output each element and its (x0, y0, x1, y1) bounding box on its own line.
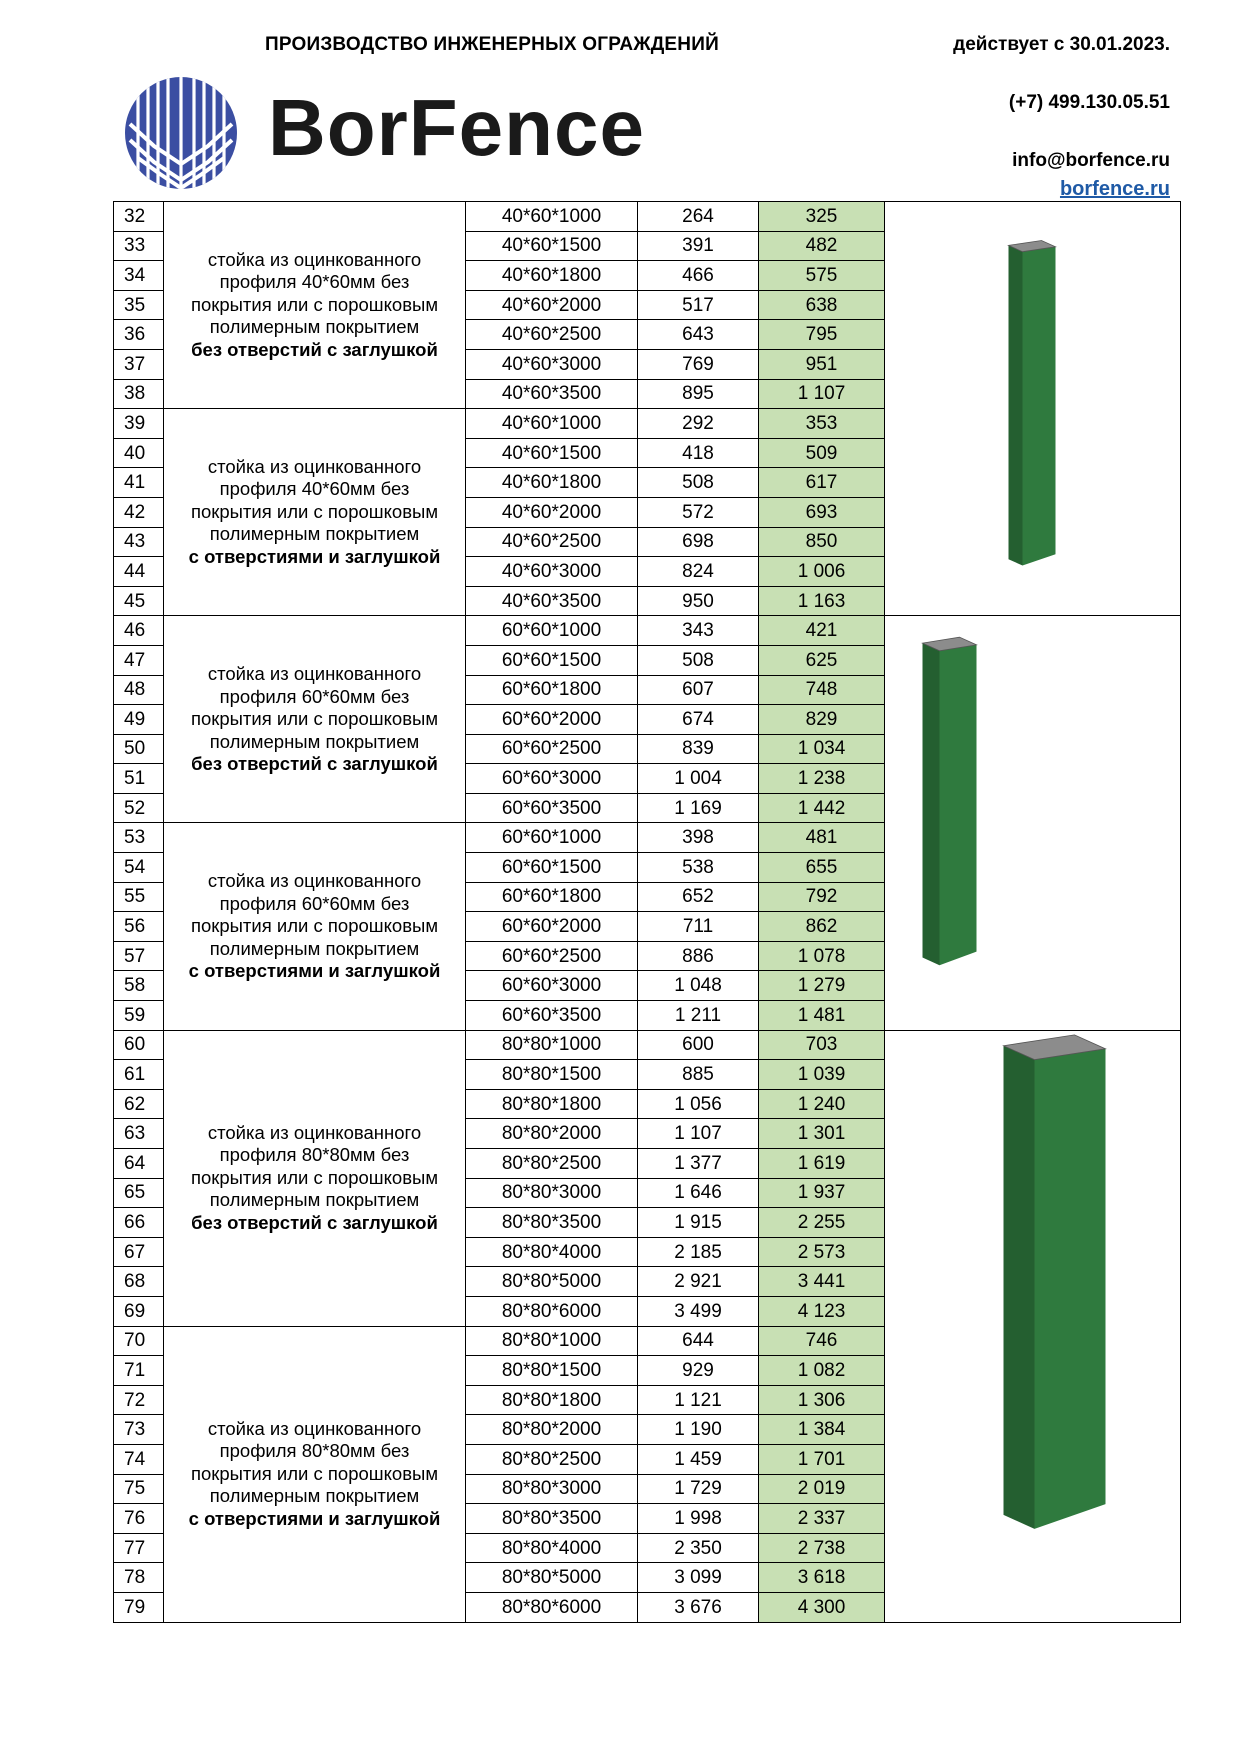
price-unpainted: 1 377 (638, 1149, 759, 1179)
header-company: ПРОИЗВОДСТВО ИНЖЕНЕРНЫХ ОГРАЖДЕНИЙ (265, 34, 719, 55)
post-size: 40*60*2500 (466, 320, 638, 350)
price-unpainted: 1 107 (638, 1119, 759, 1149)
price-unpainted: 824 (638, 557, 759, 587)
price-painted: 1 384 (759, 1415, 885, 1445)
price-unpainted: 1 211 (638, 1001, 759, 1031)
row-number: 67 (114, 1237, 164, 1267)
row-number: 46 (114, 616, 164, 646)
post-80x80-icon (885, 1031, 1181, 1623)
price-unpainted: 652 (638, 882, 759, 912)
price-painted: 703 (759, 1030, 885, 1060)
table-row (114, 202, 1181, 232)
price-unpainted: 391 (638, 231, 759, 261)
row-number: 72 (114, 1385, 164, 1415)
description-line: полимерным покрытием (209, 1485, 420, 1507)
logo-text: BorFence (268, 83, 645, 172)
post-size: 80*80*4000 (466, 1533, 638, 1563)
row-number: 32 (114, 202, 164, 232)
post-size: 40*60*2000 (466, 497, 638, 527)
post-size: 80*80*2000 (466, 1415, 638, 1445)
post-size: 60*60*2000 (466, 705, 638, 735)
price-painted: 829 (759, 705, 885, 735)
price-unpainted: 3 099 (638, 1563, 759, 1593)
description-line: полимерным покрытием (209, 316, 420, 338)
post-size: 60*60*2500 (466, 941, 638, 971)
post-size: 80*80*3500 (466, 1504, 638, 1534)
post-size: 80*80*4000 (466, 1237, 638, 1267)
price-unpainted: 1 048 (638, 971, 759, 1001)
description-variant: с отверстиями и заглушкой (188, 960, 441, 982)
description-line: стойка из оцинкованного (207, 248, 422, 270)
description-line: покрытия или с порошковым (190, 293, 439, 315)
price-unpainted: 343 (638, 616, 759, 646)
price-unpainted: 264 (638, 202, 759, 232)
description-line: покрытия или с порошковым (190, 500, 439, 522)
description-line: покрытия или с порошковым (190, 1166, 439, 1188)
table-row (114, 1030, 1181, 1060)
row-number: 45 (114, 586, 164, 616)
post-size: 80*80*1500 (466, 1060, 638, 1090)
description-line: стойка из оцинкованного (207, 663, 422, 685)
price-painted: 625 (759, 645, 885, 675)
row-number: 63 (114, 1119, 164, 1149)
post-40x60-image (885, 202, 1181, 616)
price-painted: 638 (759, 290, 885, 320)
price-unpainted: 538 (638, 853, 759, 883)
description-line: стойка из оцинкованного (207, 870, 422, 892)
price-unpainted: 644 (638, 1326, 759, 1356)
description-line: покрытия или с порошковым (190, 708, 439, 730)
row-number: 53 (114, 823, 164, 853)
price-painted: 3 441 (759, 1267, 885, 1297)
post-size: 40*60*1000 (466, 409, 638, 439)
price-painted: 509 (759, 438, 885, 468)
product-description (164, 1030, 466, 1326)
row-number: 51 (114, 764, 164, 794)
post-size: 80*80*1000 (466, 1326, 638, 1356)
row-number: 62 (114, 1089, 164, 1119)
price-painted: 2 337 (759, 1504, 885, 1534)
row-number: 73 (114, 1415, 164, 1445)
price-painted: 1 240 (759, 1089, 885, 1119)
description-variant: без отверстий с заглушкой (191, 1211, 438, 1233)
borfence-logo-icon (124, 76, 238, 190)
row-number: 35 (114, 290, 164, 320)
post-size: 40*60*1500 (466, 231, 638, 261)
description-line: стойка из оцинкованного (207, 455, 422, 477)
description-line: покрытия или с порошковым (190, 1462, 439, 1484)
description-variant: с отверстиями и заглушкой (188, 1507, 441, 1529)
row-number: 40 (114, 438, 164, 468)
price-unpainted: 1 004 (638, 764, 759, 794)
row-number: 75 (114, 1474, 164, 1504)
post-size: 60*60*1500 (466, 645, 638, 675)
price-painted: 2 738 (759, 1533, 885, 1563)
post-size: 80*80*3000 (466, 1474, 638, 1504)
row-number: 57 (114, 941, 164, 971)
price-painted: 1 301 (759, 1119, 885, 1149)
post-size: 80*80*1800 (466, 1385, 638, 1415)
price-unpainted: 1 121 (638, 1385, 759, 1415)
price-painted: 746 (759, 1326, 885, 1356)
price-unpainted: 929 (638, 1356, 759, 1386)
price-unpainted: 2 350 (638, 1533, 759, 1563)
row-number: 34 (114, 261, 164, 291)
row-number: 48 (114, 675, 164, 705)
row-number: 41 (114, 468, 164, 498)
price-painted: 4 123 (759, 1296, 885, 1326)
price-unpainted: 643 (638, 320, 759, 350)
price-painted: 1 238 (759, 764, 885, 794)
price-painted: 575 (759, 261, 885, 291)
post-size: 80*80*1000 (466, 1030, 638, 1060)
post-size: 60*60*1000 (466, 823, 638, 853)
post-size: 40*60*3500 (466, 379, 638, 409)
price-painted: 1 279 (759, 971, 885, 1001)
product-description (164, 202, 466, 409)
price-painted: 748 (759, 675, 885, 705)
price-painted: 1 163 (759, 586, 885, 616)
row-number: 58 (114, 971, 164, 1001)
price-painted: 3 618 (759, 1563, 885, 1593)
price-painted: 862 (759, 912, 885, 942)
price-unpainted: 1 729 (638, 1474, 759, 1504)
description-line: профиля 40*60мм без (219, 271, 410, 293)
description-line: профиля 80*80мм без (219, 1144, 410, 1166)
row-number: 47 (114, 645, 164, 675)
post-size: 60*60*1000 (466, 616, 638, 646)
table-row (114, 616, 1181, 646)
description-line: профиля 60*60мм без (219, 685, 410, 707)
price-painted: 1 107 (759, 379, 885, 409)
post-size: 40*60*1000 (466, 202, 638, 232)
price-painted: 1 034 (759, 734, 885, 764)
price-painted: 1 306 (759, 1385, 885, 1415)
post-size: 60*60*1800 (466, 882, 638, 912)
row-number: 77 (114, 1533, 164, 1563)
price-unpainted: 839 (638, 734, 759, 764)
price-painted: 655 (759, 853, 885, 883)
row-number: 60 (114, 1030, 164, 1060)
price-painted: 2 255 (759, 1208, 885, 1238)
post-size: 40*60*2000 (466, 290, 638, 320)
header-website-link[interactable]: borfence.ru (1059, 178, 1170, 200)
row-number: 42 (114, 497, 164, 527)
price-painted: 693 (759, 497, 885, 527)
row-number: 49 (114, 705, 164, 735)
post-80x80-image (885, 1030, 1181, 1622)
post-60x60-icon (885, 616, 1181, 1030)
row-number: 69 (114, 1296, 164, 1326)
post-size: 60*60*3000 (466, 764, 638, 794)
post-size: 60*60*3500 (466, 1001, 638, 1031)
product-description (164, 1326, 466, 1622)
price-unpainted: 698 (638, 527, 759, 557)
price-unpainted: 885 (638, 1060, 759, 1090)
price-painted: 353 (759, 409, 885, 439)
post-size: 60*60*3500 (466, 793, 638, 823)
price-painted: 1 937 (759, 1178, 885, 1208)
price-unpainted: 292 (638, 409, 759, 439)
price-painted: 1 039 (759, 1060, 885, 1090)
post-size: 40*60*1800 (466, 261, 638, 291)
description-line: полимерным покрытием (209, 1189, 420, 1211)
product-description (164, 823, 466, 1030)
product-description (164, 409, 466, 616)
row-number: 68 (114, 1267, 164, 1297)
price-unpainted: 517 (638, 290, 759, 320)
price-unpainted: 508 (638, 468, 759, 498)
price-painted: 2 573 (759, 1237, 885, 1267)
row-number: 38 (114, 379, 164, 409)
post-size: 80*80*1500 (466, 1356, 638, 1386)
description-line: профиля 40*60мм без (219, 478, 410, 500)
row-number: 50 (114, 734, 164, 764)
price-unpainted: 3 676 (638, 1592, 759, 1622)
row-number: 66 (114, 1208, 164, 1238)
post-size: 80*80*6000 (466, 1296, 638, 1326)
price-painted: 4 300 (759, 1592, 885, 1622)
post-size: 80*80*5000 (466, 1563, 638, 1593)
price-unpainted: 3 499 (638, 1296, 759, 1326)
description-line: стойка из оцинкованного (207, 1121, 422, 1143)
post-size: 80*80*2500 (466, 1149, 638, 1179)
description-variant: без отверстий с заглушкой (191, 753, 438, 775)
description-line: профиля 80*80мм без (219, 1440, 410, 1462)
row-number: 61 (114, 1060, 164, 1090)
price-painted: 1 701 (759, 1444, 885, 1474)
post-size: 40*60*3000 (466, 349, 638, 379)
post-size: 80*80*3500 (466, 1208, 638, 1238)
price-unpainted: 1 998 (638, 1504, 759, 1534)
price-unpainted: 711 (638, 912, 759, 942)
price-painted: 481 (759, 823, 885, 853)
price-unpainted: 607 (638, 675, 759, 705)
post-size: 40*60*1800 (466, 468, 638, 498)
price-painted: 482 (759, 231, 885, 261)
row-number: 33 (114, 231, 164, 261)
price-painted: 325 (759, 202, 885, 232)
post-size: 60*60*3000 (466, 971, 638, 1001)
post-60x60-image (885, 616, 1181, 1030)
price-painted: 951 (759, 349, 885, 379)
price-painted: 421 (759, 616, 885, 646)
post-size: 60*60*2500 (466, 734, 638, 764)
price-unpainted: 1 915 (638, 1208, 759, 1238)
post-size: 80*80*2500 (466, 1444, 638, 1474)
description-line: профиля 60*60мм без (219, 892, 410, 914)
price-unpainted: 418 (638, 438, 759, 468)
post-40x60-icon (885, 202, 1181, 616)
price-table (113, 201, 1181, 1623)
description-variant: без отверстий с заглушкой (191, 338, 438, 360)
description-line: полимерным покрытием (209, 730, 420, 752)
row-number: 36 (114, 320, 164, 350)
description-variant: с отверстиями и заглушкой (188, 545, 441, 567)
price-unpainted: 1 459 (638, 1444, 759, 1474)
price-unpainted: 769 (638, 349, 759, 379)
header-phone: (+7) 499.130.05.51 (1008, 92, 1170, 113)
post-size: 60*60*2000 (466, 912, 638, 942)
price-painted: 1 442 (759, 793, 885, 823)
post-size: 80*80*1800 (466, 1089, 638, 1119)
product-description (164, 616, 466, 823)
price-painted: 850 (759, 527, 885, 557)
row-number: 43 (114, 527, 164, 557)
price-painted: 1 078 (759, 941, 885, 971)
row-number: 71 (114, 1356, 164, 1386)
header-valid-date: действует с 30.01.2023. (953, 34, 1170, 55)
row-number: 56 (114, 912, 164, 942)
post-size: 60*60*1500 (466, 853, 638, 883)
post-size: 40*60*2500 (466, 527, 638, 557)
price-unpainted: 886 (638, 941, 759, 971)
description-line: стойка из оцинкованного (207, 1417, 422, 1439)
price-unpainted: 2 921 (638, 1267, 759, 1297)
price-unpainted: 466 (638, 261, 759, 291)
post-size: 60*60*1800 (466, 675, 638, 705)
price-unpainted: 1 190 (638, 1415, 759, 1445)
row-number: 54 (114, 853, 164, 883)
price-unpainted: 1 169 (638, 793, 759, 823)
price-painted: 1 619 (759, 1149, 885, 1179)
price-painted: 617 (759, 468, 885, 498)
description-line: покрытия или с порошковым (190, 915, 439, 937)
row-number: 52 (114, 793, 164, 823)
row-number: 59 (114, 1001, 164, 1031)
row-number: 78 (114, 1563, 164, 1593)
price-unpainted: 600 (638, 1030, 759, 1060)
row-number: 39 (114, 409, 164, 439)
description-line: полимерным покрытием (209, 523, 420, 545)
row-number: 64 (114, 1149, 164, 1179)
price-unpainted: 2 185 (638, 1237, 759, 1267)
price-unpainted: 398 (638, 823, 759, 853)
price-unpainted: 572 (638, 497, 759, 527)
price-unpainted: 508 (638, 645, 759, 675)
price-painted: 1 481 (759, 1001, 885, 1031)
price-unpainted: 674 (638, 705, 759, 735)
row-number: 55 (114, 882, 164, 912)
price-painted: 1 082 (759, 1356, 885, 1386)
row-number: 65 (114, 1178, 164, 1208)
post-size: 40*60*1500 (466, 438, 638, 468)
price-unpainted: 1 056 (638, 1089, 759, 1119)
post-size: 80*80*6000 (466, 1592, 638, 1622)
row-number: 76 (114, 1504, 164, 1534)
price-painted: 2 019 (759, 1474, 885, 1504)
row-number: 37 (114, 349, 164, 379)
row-number: 74 (114, 1444, 164, 1474)
price-unpainted: 895 (638, 379, 759, 409)
post-size: 80*80*3000 (466, 1178, 638, 1208)
price-painted: 1 006 (759, 557, 885, 587)
post-size: 80*80*5000 (466, 1267, 638, 1297)
description-line: полимерным покрытием (209, 937, 420, 959)
post-size: 80*80*2000 (466, 1119, 638, 1149)
row-number: 79 (114, 1592, 164, 1622)
row-number: 44 (114, 557, 164, 587)
post-size: 40*60*3500 (466, 586, 638, 616)
price-unpainted: 1 646 (638, 1178, 759, 1208)
price-painted: 795 (759, 320, 885, 350)
price-unpainted: 950 (638, 586, 759, 616)
row-number: 70 (114, 1326, 164, 1356)
price-painted: 792 (759, 882, 885, 912)
header-email: info@borfence.ru (1012, 150, 1170, 171)
post-size: 40*60*3000 (466, 557, 638, 587)
